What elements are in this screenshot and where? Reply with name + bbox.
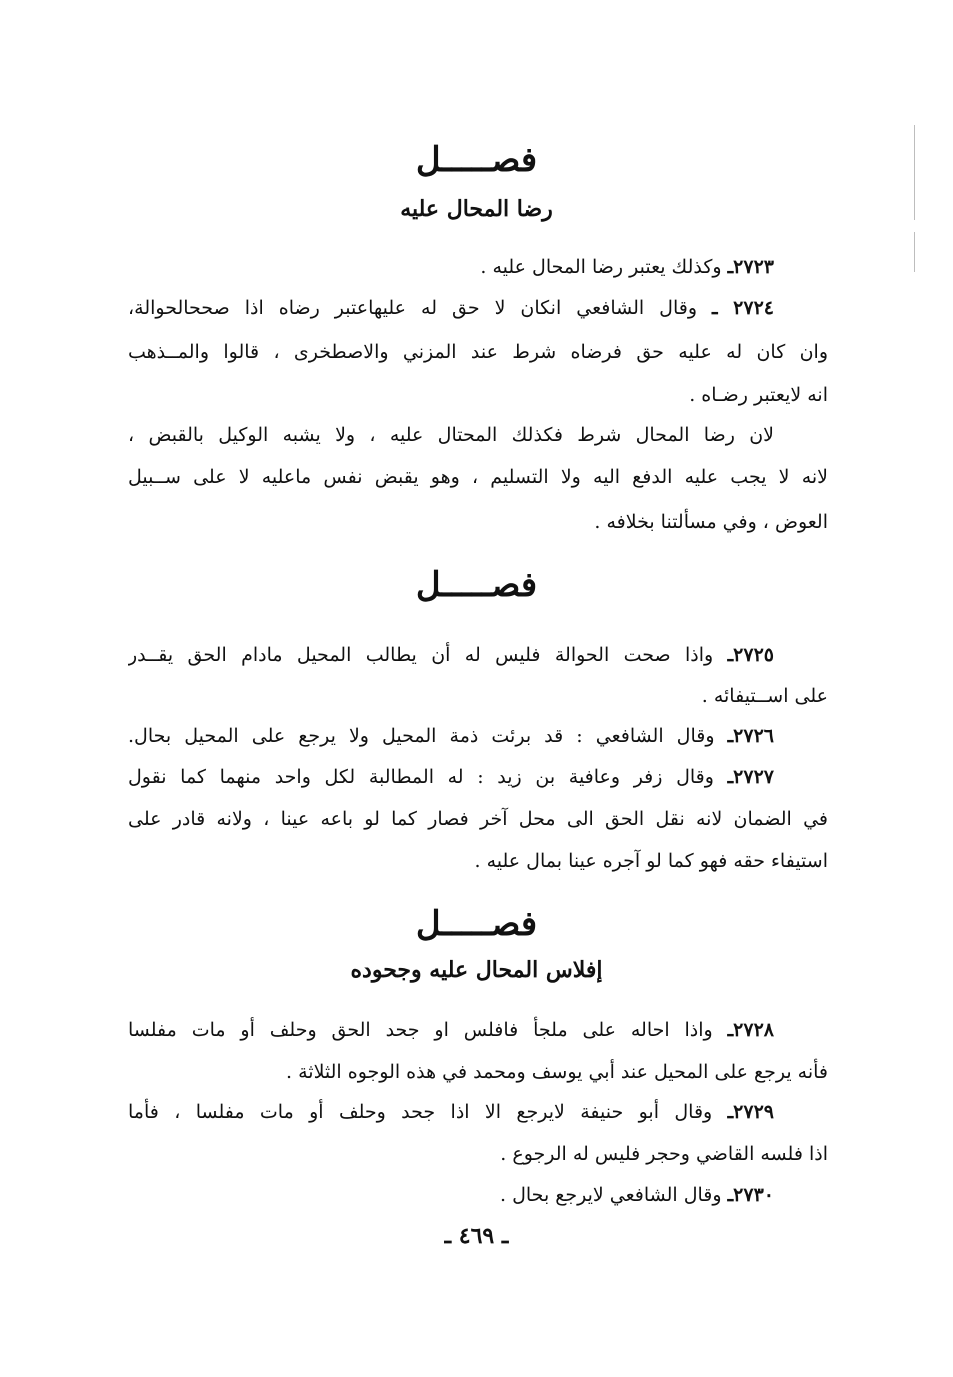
paragraph-line: لانه لا يجب عليه الدفع اليه ولا التسليم ، وهو يقبض نفس ماعليه لا على ســبيل [128,466,828,488]
line-text: وقال الشافعي انكان لا حق له عليهاعتبر رضاه اذا صححالحوالة، [128,297,713,319]
paragraph-line [128,640,828,670]
line-text: وكذلك يعتبر رضا المحال عليه . [480,256,728,278]
page-number: ـ ٤٦٩ ـ [444,1223,509,1249]
section-heading: فصـــــل [415,904,538,944]
paragraph-number: ٢٧٢٣ـ [727,256,774,278]
paragraph-line [128,762,828,792]
paragraph-line: في الضمان لانه نقل الحق الى محل آخر فصار كما لو باعه عينا ، ولانه قادر على [128,808,828,830]
paragraph-number: ٢٧٢٤ ـ [712,297,774,319]
paragraph-line [128,1180,828,1210]
paragraph-line: على اســتيفائه . [701,685,828,707]
paragraph-line: انه لايعتبر رضـاه . [689,384,828,406]
paragraph-line [128,721,828,751]
paragraph-line [128,1015,828,1045]
paragraph-number: ٢٧٢٥ـ [727,644,774,666]
scan-edge-mark [914,232,915,272]
paragraph-number: ٢٧٢٦ـ [727,725,774,747]
line-text: وقال الشافعي لايرجع بحال . [500,1184,728,1206]
paragraph-line [128,1097,828,1127]
section-subheading: إفلاس المحال عليه وجحوده [350,957,603,983]
section-heading: فصـــــل [415,140,538,180]
paragraph-line: العوض ، وفي مسألتنا بخلافه . [594,511,828,533]
line-text: وقال أبو حنيفة لايرجع الا اذا جحد وحلف أو مات مفلسا ، فأما [128,1101,728,1123]
paragraph-line [128,252,828,282]
paragraph-line: وان كان له عليه حق فرضاه شرط عند المزني والاصطخرى ، قالوا والمــذهب [128,341,828,363]
line-text: وقال الشافعي : قد برئت ذمة المحيل ولا يرجع على المحيل بحال. [128,725,728,747]
paragraph-line: فأنه يرجع على المحيل عند أبي يوسف ومحمد في هذه الوجوه الثلاثة . [286,1061,828,1083]
paragraph-number: ٢٧٣٠ـ [727,1184,774,1206]
paragraph-line [128,293,828,323]
line-text: وقال زفر وعافية بن زيد : له المطالبة لكل واحد منهما كما نقول [128,766,728,788]
paragraph-line: استيفاء حقه فهو كما لو آجره عينا بمال عليه . [474,850,828,872]
paragraph-number: ٢٧٢٧ـ [727,766,774,788]
paragraph-line: لان رضا المحال شرط فكذلك المحتال عليه ، ولا يشبه الوكيل بالقبض ، [128,424,774,446]
paragraph-line: اذا فلسه القاضي وحجر فليس له الرجوع . [500,1143,828,1165]
line-text: واذا احاله على ملجأ فافلس او جحد الحق وحلف أو مات مفلسا [128,1019,728,1041]
section-subheading: رضا المحال عليه [400,196,553,222]
section-heading: فصـــــل [415,565,538,605]
paragraph-number: ٢٧٢٩ـ [727,1101,774,1123]
line-text: واذا صحت الحوالة فليس له أن يطالب المحيل مادام الحق يقــدر [128,644,728,666]
paragraph-number: ٢٧٢٨ـ [727,1019,774,1041]
scan-edge-mark [914,125,915,220]
